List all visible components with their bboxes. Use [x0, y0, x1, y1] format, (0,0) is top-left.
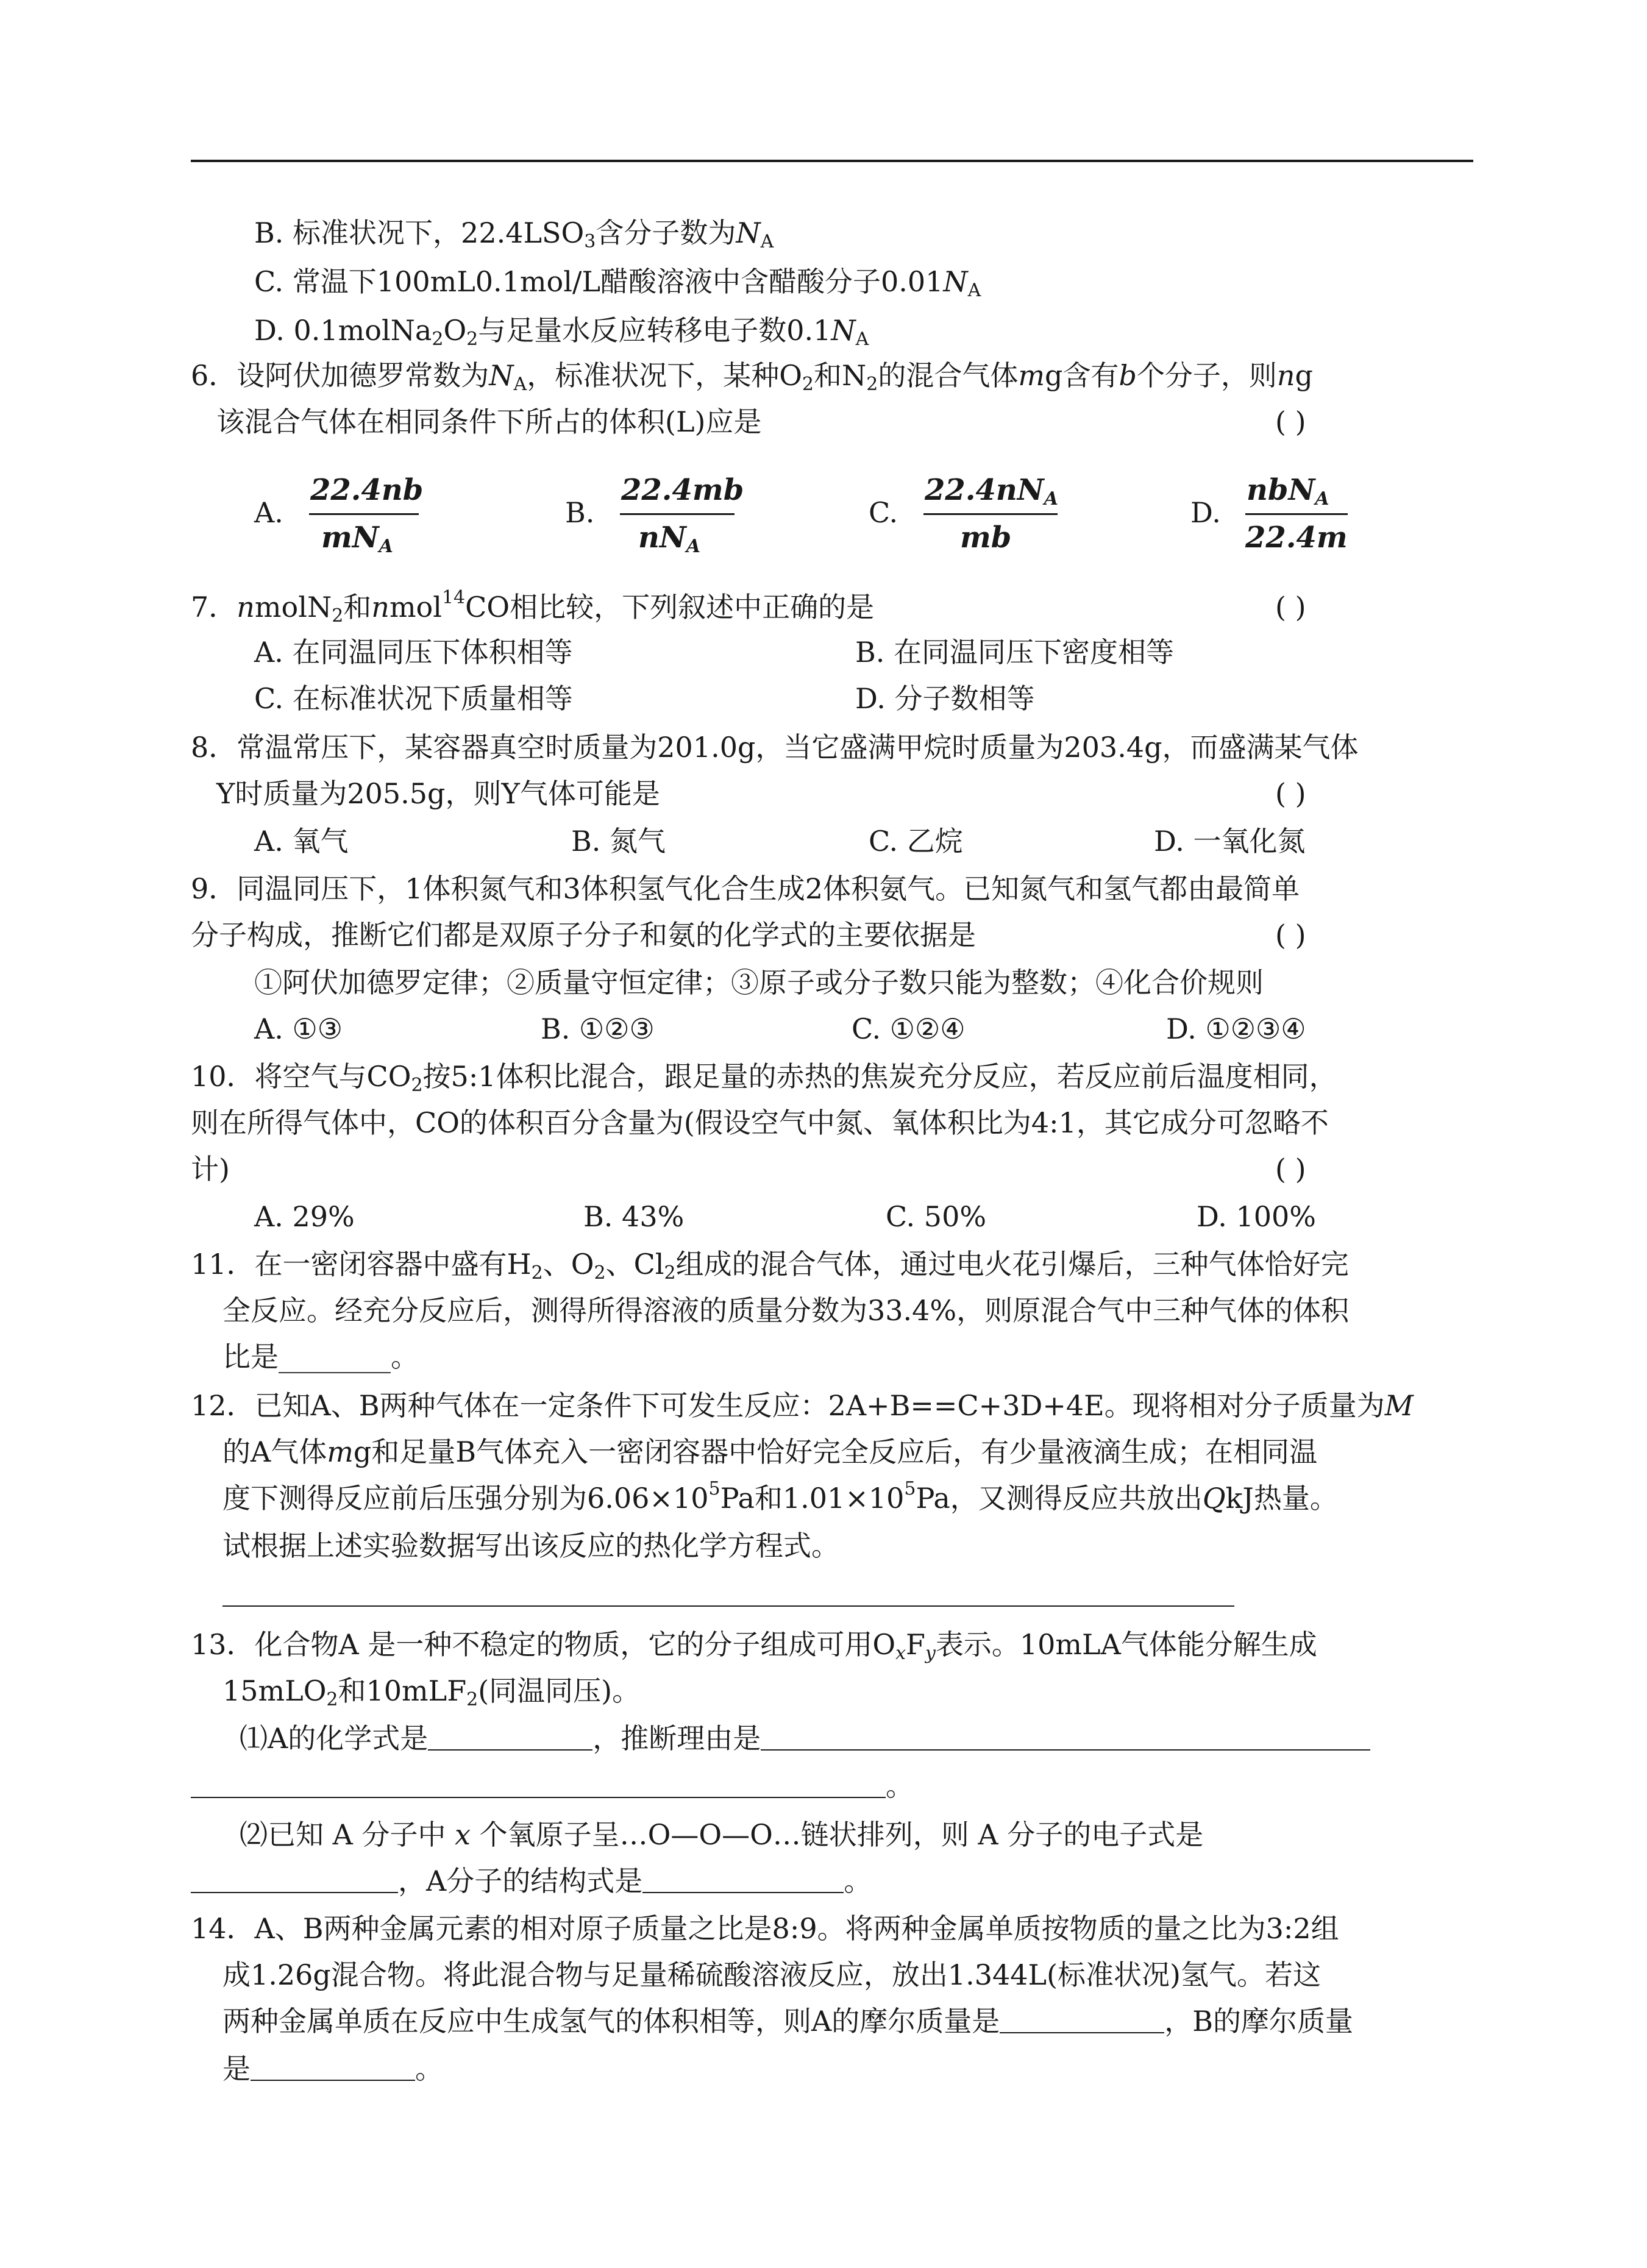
- q14-molar-mass-a-blank[interactable]: [1000, 2032, 1164, 2033]
- q7-option-d: D. 分子数相等: [855, 682, 1035, 715]
- q14-stem-line1: 14．A、B两种金属元素的相对原子质量之比是8:9。将两种金属单质按物质的量之比为3:2组: [191, 1912, 1339, 1945]
- q13-formula-blank[interactable]: [428, 1749, 592, 1751]
- q7-option-b: B. 在同温同压下密度相等: [855, 636, 1175, 669]
- q11-stem-line2: 全反应。经充分反应后，测得所得溶液的质量分数为33.4%，则原混合气中三种气体的体积: [222, 1294, 1350, 1327]
- q11-stem-line1: 11．在一密闭容器中盛有$H_2$、$O_2$、$Cl_2$组成的混合气体，通过电火花引爆后，三种气体恰好完: [191, 1248, 1349, 1284]
- q7-answer-paren: ( ): [1275, 591, 1306, 624]
- q12-stem-line2: 的A气体mg和足量B气体充入一密闭容器中恰好完全反应后，有少量液滴生成；在相同温: [222, 1435, 1318, 1468]
- q14-molar-mass-b-blank[interactable]: [251, 2080, 415, 2081]
- q12-stem-line3: 度下测得反应前后压强分别为$6.06\times 10^5Pa$和$1.01\times 10^5Pa$，又测得反应共放出QkJ热量。: [222, 1478, 1338, 1515]
- q13-electron-formula-blank[interactable]: [191, 1892, 398, 1893]
- q14-stem-line3: 两种金属单质在反应中生成氢气的体积相等，则A的摩尔质量是 ，B的摩尔质量: [222, 2005, 1354, 2038]
- q13-stem-line2: 15mLO$_2$和10mLF$_2$(同温同压)。: [222, 1674, 641, 1710]
- q9-premises: ①阿伏加德罗定律；②质量守恒定律；③原子或分子数只能为整数；④化合价规则: [254, 966, 1264, 999]
- q13-reason-blank[interactable]: [761, 1749, 1370, 1751]
- q9-option-a: A. ①③: [254, 1012, 343, 1045]
- q6-answer-paren: ( ): [1275, 405, 1306, 438]
- q8-stem-line1: 8．常温常压下，某容器真空时质量为201.0g，当它盛满甲烷时质量为203.4g，而盛满某气体: [191, 731, 1359, 764]
- q13-part2-line1: ⑵已知 A 分子中 x 个氧原子呈…O—O—O…链状排列，则 A 分子的电子式是: [240, 1818, 1204, 1851]
- q9-stem-line2: 分子构成，推断它们都是双原子分子和氨的化学式的主要依据是: [191, 919, 976, 951]
- q8-stem-line2: Y时质量为205.5g，则Y气体可能是: [216, 777, 660, 810]
- q7-option-a: A. 在同温同压下体积相等: [254, 636, 573, 669]
- q9-option-d: D. ①②③④: [1166, 1012, 1306, 1045]
- q6-stem-line2: 该混合气体在相同条件下所占的体积(L)应是: [216, 405, 762, 438]
- q12-stem-line4: 试根据上述实验数据写出该反应的热化学方程式。: [222, 1529, 839, 1562]
- header-rule: [191, 160, 1473, 162]
- q9-stem-line1: 9．同温同压下，1体积氮气和3体积氢气化合生成2体积氨气。已知氮气和氢气都由最简单: [191, 872, 1300, 905]
- q13-part2-line2: ，A分子的结构式是 。: [191, 1863, 872, 1899]
- q10-answer-paren: ( ): [1275, 1153, 1306, 1186]
- q14-stem-line4: 是 。: [222, 2052, 443, 2085]
- q6-stem-line1: 6．设阿伏加德罗常数为$N_A$，标准状况下，某种$O_2$和$N_2$的混合气体mg含有b个分子，则ng: [191, 359, 1313, 395]
- q10-option-c: C. 50%: [886, 1200, 987, 1233]
- q10-stem-line2: 则在所得气体中，CO的体积百分含量为(假设空气中氮、氧体积比为4:1，其它成分可忽略不: [191, 1106, 1329, 1139]
- q10-option-a: A. 29%: [254, 1200, 355, 1233]
- q8-option-d: D. 一氧化氮: [1154, 825, 1306, 858]
- q10-stem-line1: 10．将空气与$CO_2$按5:1体积比混合，跟足量的赤热的焦炭充分反应，若反应前后温度相同，: [191, 1060, 1337, 1096]
- q14-stem-line2: 成1.26g混合物。将此混合物与足量稀硫酸溶液反应，放出1.344L(标准状况)氢气。若这: [222, 1958, 1321, 1991]
- q8-option-c: C. 乙烷: [869, 825, 963, 858]
- q9-option-b: B. ①②③: [541, 1012, 655, 1045]
- q5-option-c: C. 常温下100mL0.1mol/L醋酸溶液中含醋酸分子$0.01N_A$: [254, 265, 981, 301]
- q13-part1-line2: 。: [191, 1768, 914, 1804]
- q10-option-d: D. 100%: [1197, 1200, 1316, 1233]
- q12-answer-line[interactable]: [222, 1605, 1234, 1607]
- q8-option-a: A. 氧气: [254, 825, 349, 858]
- q13-reason-blank-cont[interactable]: [191, 1797, 886, 1798]
- q5-option-d: D. $0.1molNa_2O_2$与足量水反应转移电子数$0.1N_A$: [254, 314, 869, 350]
- q7-stem: 7．nmolN$_2$和nmol$^{14}$CO相比较，下列叙述中正确的是: [191, 587, 875, 627]
- q9-answer-paren: ( ): [1275, 919, 1306, 951]
- q12-stem-line1: 12．已知A、B两种气体在一定条件下可发生反应：2A+B==C+3D+4E。现将相对分子质量为M: [191, 1389, 1414, 1422]
- q13-part1-line1: ⑴A的化学式是 ，推断理由是: [240, 1720, 1370, 1757]
- q10-option-b: B. 43%: [583, 1200, 685, 1233]
- q8-option-b: B. 氮气: [571, 825, 666, 858]
- q8-answer-paren: ( ): [1275, 777, 1306, 810]
- q13-structural-formula-blank[interactable]: [642, 1892, 844, 1893]
- q7-option-c: C. 在标准状况下质量相等: [254, 682, 573, 715]
- q13-stem-line1: 13．化合物A 是一种不稳定的物质，它的分子组成可用$O_xF_y$表示。10mLA气体能分解生成: [191, 1628, 1317, 1664]
- q11-stem-line3: 比是________。: [222, 1340, 419, 1373]
- q10-stem-line3: 计): [191, 1153, 230, 1186]
- q5-option-b: B. 标准状况下，$22.4LSO_3$含分子数为$N_A$: [254, 216, 774, 252]
- q9-option-c: C. ①②④: [852, 1012, 966, 1045]
